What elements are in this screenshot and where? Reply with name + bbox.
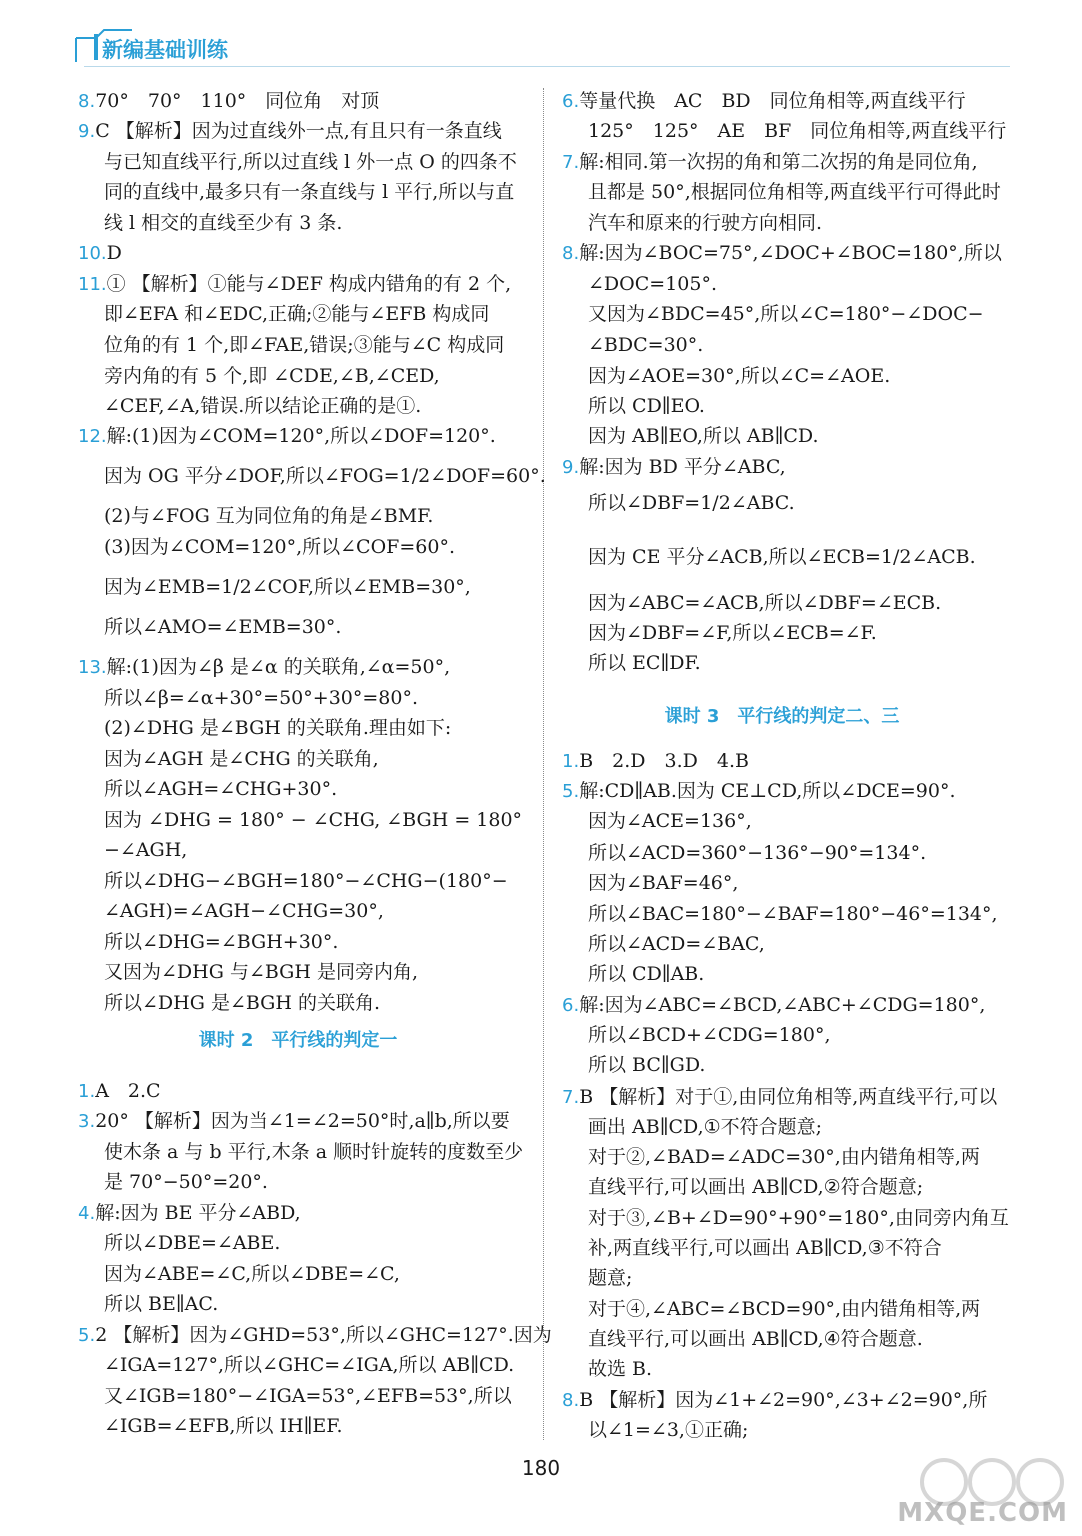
question-number: 12. (78, 426, 107, 447)
answer-text: 又因为∠BDC=45°,所以∠C=180°−∠DOC− (588, 303, 984, 325)
answer-line-continued (104, 363, 440, 389)
answer-text: 补,两直线平行,可以画出 AB∥CD,③不符合 (588, 1237, 942, 1259)
answer-line-continued (588, 620, 877, 646)
answer-line-continued (104, 503, 433, 529)
question-number: 1. (78, 1081, 96, 1102)
answer-line (78, 1200, 301, 1226)
answer-line (78, 1108, 510, 1134)
answer-line-continued (588, 1417, 748, 1443)
answer-text: 解:相同.第一次拐的角和第二次拐的角是同位角, (579, 151, 978, 173)
answer-text: 且都是 50°,根据同位角相等,两直线平行可得此时 (588, 181, 1001, 203)
answer-text: 即∠EFA 和∠EDC,正确;②能与∠EFB 构成同 (104, 303, 490, 325)
question-number: 3. (78, 1111, 96, 1132)
answer-text: 所以∠ACD=360°−136°−90°=134°. (588, 842, 927, 864)
answer-line (562, 454, 786, 480)
answer-line (562, 149, 978, 175)
answer-text: B 【解析】对于①,由同位角相等,两直线平行,可以 (579, 1086, 998, 1108)
answer-text: 又∠IGB=180°−∠IGA=53°,∠EFB=53°,所以 (104, 1385, 512, 1407)
answer-line-continued (104, 614, 341, 640)
answer-line (562, 992, 985, 1018)
answer-text: 所以∠ACD=∠BAC, (588, 933, 765, 955)
answer-text: 是 70°−50°=20°. (104, 1171, 268, 1193)
answer-line (78, 88, 379, 114)
answer-text: 所以∠DHG 是∠BGH 的关联角. (104, 992, 381, 1014)
answer-line (562, 778, 956, 804)
answer-line (78, 271, 511, 297)
answer-text: 因为∠BAF=46°, (588, 872, 739, 894)
answer-line-continued (104, 868, 508, 894)
answer-text: 因为∠EMB=1/2∠COF,所以∠EMB=30°, (104, 576, 471, 598)
page-number: 180 (521, 1456, 561, 1480)
answer-line-continued (588, 901, 998, 927)
column-divider (543, 88, 544, 1440)
answer-text: ∠BDC=30°. (588, 334, 704, 356)
answer-text: 所以∠AMO=∠EMB=30°. (104, 616, 342, 638)
answer-line-continued (104, 990, 380, 1016)
answer-line-continued (104, 1383, 512, 1409)
answer-line (78, 118, 502, 144)
answer-line-continued (588, 1114, 822, 1140)
answer-text: 所以∠BCD+∠CDG=180°, (588, 1024, 831, 1046)
answer-text: (2)∠DHG 是∠BGH 的关联角.理由如下: (104, 717, 452, 739)
answer-text: 使木条 a 与 b 平行,木条 a 顺时针旋转的度数至少 (104, 1141, 524, 1163)
answer-text: 因为∠ABC=∠ACB,所以∠DBF=∠ECB. (588, 592, 942, 614)
answer-text: 2 【解析】因为∠GHD=53°,所以∠GHC=127°.因为 (95, 1324, 552, 1346)
answer-line-continued (104, 179, 514, 205)
answer-text: 因为∠ACE=136°, (588, 810, 752, 832)
answer-line-continued (104, 898, 384, 924)
answer-text: ∠DOC=105°. (588, 273, 717, 295)
answer-text: 又因为∠DHG 与∠BGH 是同旁内角, (104, 961, 419, 983)
answer-text: ∠IGB=∠EFB,所以 IH∥EF. (104, 1415, 343, 1437)
answer-line-continued (588, 490, 795, 516)
answer-line-continued (588, 931, 765, 957)
answer-text: 位角的有 1 个,即∠FAE,错误;③能与∠C 构成同 (104, 334, 505, 356)
answer-line-continued (588, 423, 819, 449)
answer-text: 所以∠β=∠α+30°=50°+30°=80°. (104, 687, 419, 709)
answer-text: 同的直线中,最多只有一条直线与 l 平行,所以与直 (104, 181, 515, 203)
answer-text: D (106, 242, 122, 264)
answer-text: 解:因为 BE 平分∠ABD, (95, 1202, 301, 1224)
answer-text: 故选 B. (588, 1358, 653, 1380)
answer-text: B 2.D 3.D 4.B (579, 750, 749, 772)
answer-line-continued (588, 840, 926, 866)
answer-text: 解:(1)因为∠β 是∠α 的关联角,∠α=50°, (106, 656, 451, 678)
header-rule (84, 66, 1010, 67)
answer-text: 所以 EC∥DF. (588, 652, 701, 674)
answer-line-continued (104, 1352, 514, 1378)
answer-line-continued (104, 685, 418, 711)
answer-line-continued (588, 1144, 980, 1170)
answer-line-continued (104, 1139, 523, 1165)
answer-line-continued (588, 1326, 923, 1352)
answer-line-continued (104, 301, 489, 327)
answer-text: 以∠1=∠3,①正确; (588, 1419, 749, 1441)
answer-text: 与已知直线平行,所以过直线 l 外一点 O 的四条不 (104, 151, 517, 173)
answer-text: 直线平行,可以画出 AB∥CD,②符合题意; (588, 1176, 924, 1198)
answer-line (562, 1084, 997, 1110)
answer-line-continued (104, 837, 187, 863)
answer-text: ① 【解析】①能与∠DEF 构成内错角的有 2 个, (106, 273, 512, 295)
question-number: 8. (562, 243, 580, 264)
answer-line-continued (588, 961, 704, 987)
answer-line-continued (104, 715, 451, 741)
question-number: 6. (562, 995, 580, 1016)
answer-line-continued (104, 574, 471, 600)
answer-text: 因为 OG 平分∠DOF,所以∠FOG=1/2∠DOF=60°. (104, 465, 546, 487)
answer-line-continued (104, 149, 517, 175)
answer-text: 因为 CE 平分∠ACB,所以∠ECB=1/2∠ACB. (588, 546, 976, 568)
answer-line-continued (588, 1022, 831, 1048)
answer-text: 因为∠AGH 是∠CHG 的关联角, (104, 748, 379, 770)
answer-line (78, 1078, 161, 1104)
answer-line-continued (588, 393, 705, 419)
answer-line-continued (104, 1261, 400, 1287)
page-header (0, 0, 1082, 70)
answer-text: 汽车和原来的行驶方向相同. (588, 212, 823, 234)
answer-line-continued (104, 959, 418, 985)
answer-line-continued (588, 1174, 923, 1200)
answer-text: 解:因为∠ABC=∠BCD,∠ABC+∠CDG=180°, (579, 994, 986, 1016)
answer-line (78, 423, 496, 449)
question-number: 5. (562, 781, 580, 802)
answer-line-continued (104, 534, 455, 560)
answer-text: 对于③,∠B+∠D=90°+90°=180°,由同旁内角互 (588, 1207, 1009, 1229)
answer-text: 直线平行,可以画出 AB∥CD,④符合题意. (588, 1328, 923, 1350)
answer-text: 题意; (588, 1267, 633, 1289)
answer-text: 对于②,∠BAD=∠ADC=30°,由内错角相等,两 (588, 1146, 980, 1168)
answer-line-continued (104, 1413, 342, 1439)
answer-line-continued (588, 808, 752, 834)
question-number: 9. (78, 121, 96, 142)
question-number: 6. (562, 91, 580, 112)
answer-line-continued (588, 210, 822, 236)
answer-text: 因为∠ABE=∠C,所以∠DBE=∠C, (104, 1263, 400, 1285)
answer-text: 所以∠AGH=∠CHG+30°. (104, 778, 338, 800)
answer-line (562, 88, 966, 114)
answer-line-continued (588, 1296, 980, 1322)
answer-text: 解:CD∥AB.因为 CE⊥CD,所以∠DCE=90°. (579, 780, 956, 802)
answer-line-continued (588, 1052, 705, 1078)
answer-text: 画出 AB∥CD,①不符合题意; (588, 1116, 823, 1138)
question-number: 5. (78, 1325, 96, 1346)
answer-text: 所以 BE∥AC. (104, 1293, 219, 1315)
answer-text: 20° 【解析】因为当∠1=∠2=50°时,a∥b,所以要 (95, 1110, 510, 1132)
question-number: 8. (78, 91, 96, 112)
answer-text: 因为 ∠DHG = 180° − ∠CHG, ∠BGH = 180° (104, 809, 523, 831)
answer-text: 所以 CD∥EO. (588, 395, 705, 417)
answer-line-continued (588, 179, 1001, 205)
answer-line-continued (104, 463, 546, 489)
answer-line-continued (588, 1205, 1009, 1231)
answer-text: −∠AGH, (104, 839, 188, 861)
answer-text: 因为∠AOE=30°,所以∠C=∠AOE. (588, 365, 891, 387)
question-number: 1. (562, 751, 580, 772)
answer-text: 解:(1)因为∠COM=120°,所以∠DOF=120°. (106, 425, 496, 447)
question-number: 13. (78, 657, 107, 678)
answer-line-continued (104, 807, 522, 833)
answer-text: 所以∠DHG−∠BGH=180°−∠CHG−(180°− (104, 870, 508, 892)
answer-line (78, 1322, 552, 1348)
answer-text: 125° 125° AE BF 同位角相等,两直线平行 (588, 120, 1007, 142)
answer-line-continued (104, 929, 338, 955)
answer-text: C 【解析】因为过直线外一点,有且只有一条直线 (95, 120, 502, 142)
answer-text: B 【解析】因为∠1+∠2=90°,∠3+∠2=90°,所 (579, 1389, 988, 1411)
answer-line-continued (588, 1356, 652, 1382)
question-number: 4. (78, 1203, 96, 1224)
question-number: 7. (562, 1087, 580, 1108)
question-number: 7. (562, 152, 580, 173)
answer-text: 所以 CD∥AB. (588, 963, 705, 985)
answer-line-continued (104, 1230, 280, 1256)
answer-text: (3)因为∠COM=120°,所以∠COF=60°. (104, 536, 455, 558)
answer-text: 所以∠BAC=180°−∠BAF=180°−46°=134°, (588, 903, 998, 925)
question-number: 8. (562, 1390, 580, 1411)
section-heading: 课时 2 平行线的判定一 (198, 1030, 398, 1051)
answer-text: (2)与∠FOG 互为同位角的角是∠BMF. (104, 505, 434, 527)
answer-line-continued (588, 544, 976, 570)
answer-line-continued (104, 332, 504, 358)
answer-line-continued (104, 393, 421, 419)
answer-line-continued (104, 1169, 268, 1195)
answer-text: A 2.C (95, 1080, 161, 1102)
answer-line-continued (588, 590, 941, 616)
watermark-text: MXQE.COM (897, 1498, 1068, 1528)
answer-line-continued (588, 118, 1006, 144)
answer-line-continued (588, 1235, 942, 1261)
answer-text: 对于④,∠ABC=∠BCD=90°,由内错角相等,两 (588, 1298, 981, 1320)
answer-text: ∠AGH)=∠AGH−∠CHG=30°, (104, 900, 384, 922)
answer-line-continued (104, 776, 337, 802)
answer-text: 解:因为∠BOC=75°,∠DOC+∠BOC=180°,所以 (579, 242, 1002, 264)
answer-line (562, 1387, 987, 1413)
answer-line-continued (588, 332, 703, 358)
answer-text: 所以∠DBE=∠ABE. (104, 1232, 281, 1254)
answer-text: ∠IGA=127°,所以∠GHC=∠IGA,所以 AB∥CD. (104, 1354, 515, 1376)
answer-text: 因为∠DBF=∠F,所以∠ECB=∠F. (588, 622, 877, 644)
answer-text: ∠CEF,∠A,错误.所以结论正确的是①. (104, 395, 422, 417)
answer-line-continued (588, 363, 890, 389)
question-number: 10. (78, 243, 107, 264)
answer-line (78, 654, 450, 680)
answer-line (78, 240, 122, 266)
answer-text: 所以∠DBF=1/2∠ABC. (588, 492, 795, 514)
question-number: 9. (562, 457, 580, 478)
answer-line-continued (104, 210, 342, 236)
answer-text: 旁内角的有 5 个,即 ∠CDE,∠B,∠CED, (104, 365, 440, 387)
answer-line-continued (588, 650, 701, 676)
answer-text: 70° 70° 110° 同位角 对顶 (95, 90, 380, 112)
answer-text: 所以∠DHG=∠BGH+30°. (104, 931, 339, 953)
answer-line-continued (104, 746, 379, 772)
answer-line-continued (588, 870, 738, 896)
answer-line (562, 748, 749, 774)
answer-line-continued (104, 1291, 218, 1317)
answer-text: 线 l 相交的直线至少有 3 条. (104, 212, 343, 234)
answer-line-continued (588, 271, 717, 297)
answer-text: 等量代换 AC BD 同位角相等,两直线平行 (579, 90, 966, 112)
section-heading: 课时 3 平行线的判定二、三 (664, 706, 900, 727)
answer-text: 因为 AB∥EO,所以 AB∥CD. (588, 425, 819, 447)
answer-line-continued (588, 1265, 632, 1291)
answer-line-continued (588, 301, 984, 327)
question-number: 11. (78, 274, 107, 295)
header-title: 新编基础训练 (102, 38, 228, 62)
answer-line (562, 240, 1002, 266)
answer-text: 所以 BC∥GD. (588, 1054, 706, 1076)
answer-text: 解:因为 BD 平分∠ABC, (579, 456, 786, 478)
